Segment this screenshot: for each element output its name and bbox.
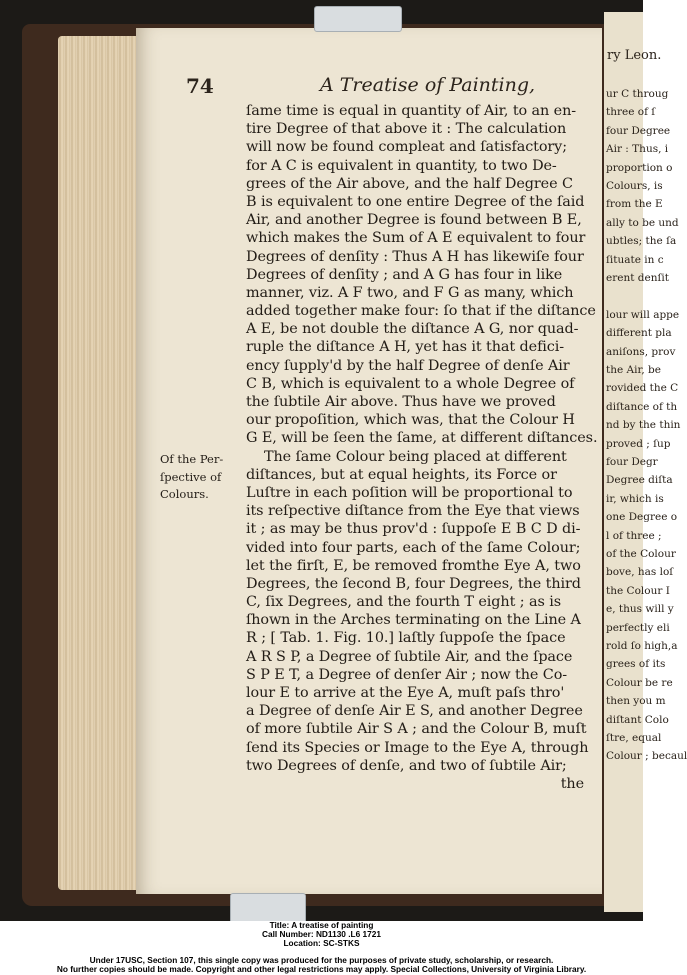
facing-text-fragment: nd by the thin [606,419,681,432]
facing-text-fragment: Degree diſta [606,474,673,487]
text-line: ency ſupply'd by the half Degree of denſe Air [246,357,570,374]
margin-note-line: ſpective of [160,469,222,484]
facing-text-fragment: ubtles; the ſa [606,235,677,248]
text-line: let the firſt, E, be removed fromthe Eye A, two [246,557,581,574]
margin-note-line: Of the Per- [160,452,224,466]
text-line: of more ſubtile Air S A ; and the Colour B, muſt [246,721,587,738]
text-line: The ſame Colour being placed at different [264,448,567,465]
text-line: vided into four parts, each of the ſame Colour; [246,539,581,556]
facing-text-fragment: four Degr [606,456,658,468]
footer-notice: No further copies should be made. Copyright and other legal restrictions may apply. Special Collections, University of Virginia Library. [56,964,587,974]
text-line: C B, which is equivalent to a whole Degree of [246,375,575,392]
text-line: C, ſix Degrees, and the fourth T eight ; as is [246,594,561,611]
facing-text-fragment: lour will appe [606,308,680,321]
text-line: S P E T, a Degree of denſer Air ; now the Co- [246,666,568,683]
footer-location: Location: SC-STKS [283,938,360,948]
facing-text-fragment: rovided the C [606,382,679,395]
top-clip [314,6,402,32]
text-line: ruple the diſtance A H, yet has it that defici- [246,339,565,356]
text-line: grees of the Air above, and the half Degree C [246,175,573,192]
text-line: diſtances, but at equal heights, its Force or [246,466,557,483]
facing-text-fragment: proved ; ſup [606,437,671,450]
facing-text-fragment: ally to be und [606,216,679,229]
facing-text-fragment: Colour ; becaul [606,750,687,763]
facing-text-fragment: of the Colour [606,548,676,560]
text-line: manner, viz. A F two, and F G as many, which [246,284,574,301]
facing-text-fragment: ir, which is [606,492,664,505]
facing-text-fragment: different pla [606,327,672,340]
facing-text-fragment: rold ſo high,a [606,640,678,652]
text-line: A R S P, a Degree of ſubtile Air, and the ſpace [246,648,573,665]
text-line: the [560,775,584,792]
page-header [186,74,556,102]
facing-text-fragment: aniſons, prov [606,345,676,358]
text-line: which makes the Sum of A E equivalent to four [246,230,586,247]
text-line: added together make four: ſo that if the diſtance [246,303,596,320]
text-line: two Degrees of denſe, and two of ſubtile Air; [246,757,567,774]
text-line: A E, be not double the diſtance A G, nor quad- [246,321,579,338]
text-line: the ſubtile Air above. Thus have we proved [246,394,556,410]
text-line: Luſtre in each poſition will be proportional to [246,484,573,501]
page-edges [58,36,138,890]
margin-note-line: Colours. [160,487,209,501]
running-head: A Treatise of Painting, [320,74,536,96]
text-line: G E, will be ſeen the ſame, at different diſtances. [246,430,598,447]
facing-text-fragment: diſtance of th [606,400,678,413]
facing-text-fragment: erent denſit [606,272,669,284]
facing-text-fragment: the Air, be [606,364,661,376]
text-line: ſend its Species or Image to the Eye A, through [246,739,589,756]
facing-text-fragment: the Colour I [606,584,670,597]
text-line: tire Degree of that above it : The calculation [246,121,567,138]
footer-call-number: Call Number: ND1130 .L6 1721 [262,929,381,939]
facing-text-fragment: one Degree o [606,511,678,524]
text-line: B is equivalent to one entire Degree of the ſaid [246,193,585,210]
text-line: lour E to arrive at the Eye A, muſt paſs thro' [246,685,565,701]
facing-text-fragment: ſituate in c [606,253,664,266]
text-line: Degrees, the ſecond B, four Degrees, the third [246,575,581,592]
margin-note [160,451,248,504]
text-line: for A C is equivalent in quantity, to two De- [246,157,557,174]
facing-text-fragment: then you m [606,695,666,708]
facing-text-fragment: Colours, is [606,180,663,192]
facing-text-fragment: from the E [606,198,663,211]
text-line: R ; [ Tab. 1. Fig. 10.] laſtly ſuppoſe the ſpace [246,630,566,647]
text-line: Degrees of denſity ; and A G has four in like [246,266,563,283]
text-line: Degrees of denſity : Thus A H has likewiſe four [246,248,584,265]
text-line: ſhown in the Arches terminating on the Line A [246,612,581,629]
facing-text-fragment: e, thus will y [606,603,674,616]
footer-title: Title: A treatise of painting [269,920,374,930]
facing-text-fragment: ur C throug [606,88,669,100]
facing-text-fragment: three of ſ [606,106,656,119]
body-text [246,102,598,793]
text-line: will now be found compleat and ſatisfactory; [246,139,567,156]
facing-text-fragment: ſtre, equal [606,732,662,744]
facing-text-fragment: four Degree [606,124,671,137]
library-footer [0,921,643,975]
facing-text-fragment: grees of its [606,658,666,671]
facing-text-fragment: Colour be re [606,676,673,689]
page-number: 74 [186,74,214,98]
text-line: its reſpective diſtance from the Eye that views [246,503,580,520]
facing-text-fragment: l of three ; [606,529,662,542]
facing-running-head: ry Leon. [607,48,662,63]
text-line: ſame time is equal in quantity of Air, to an en- [246,103,577,119]
facing-text-fragment: proportion o [606,161,673,174]
facing-text-fragment: Air : Thus, i [606,143,669,156]
facing-text-fragment: perfectly eli [606,621,670,634]
facing-text-fragment: diſtant Colo [606,713,669,726]
text-line: it ; as may be thus prov'd : ſuppoſe E B C D di- [246,521,581,538]
text-line: our propoſition, which was, that the Colour H [246,412,575,429]
text-line: a Degree of denſe Air E S, and another Degree [246,703,583,720]
text-line: Air, and another Degree is found between B E, [246,212,582,229]
facing-page [604,12,687,912]
facing-text-fragment: bove, has loſ [606,566,674,579]
footer-notice: Under 17USC, Section 107, this single copy was produced for the purposes of private study, scholarship, or research. [89,955,554,965]
